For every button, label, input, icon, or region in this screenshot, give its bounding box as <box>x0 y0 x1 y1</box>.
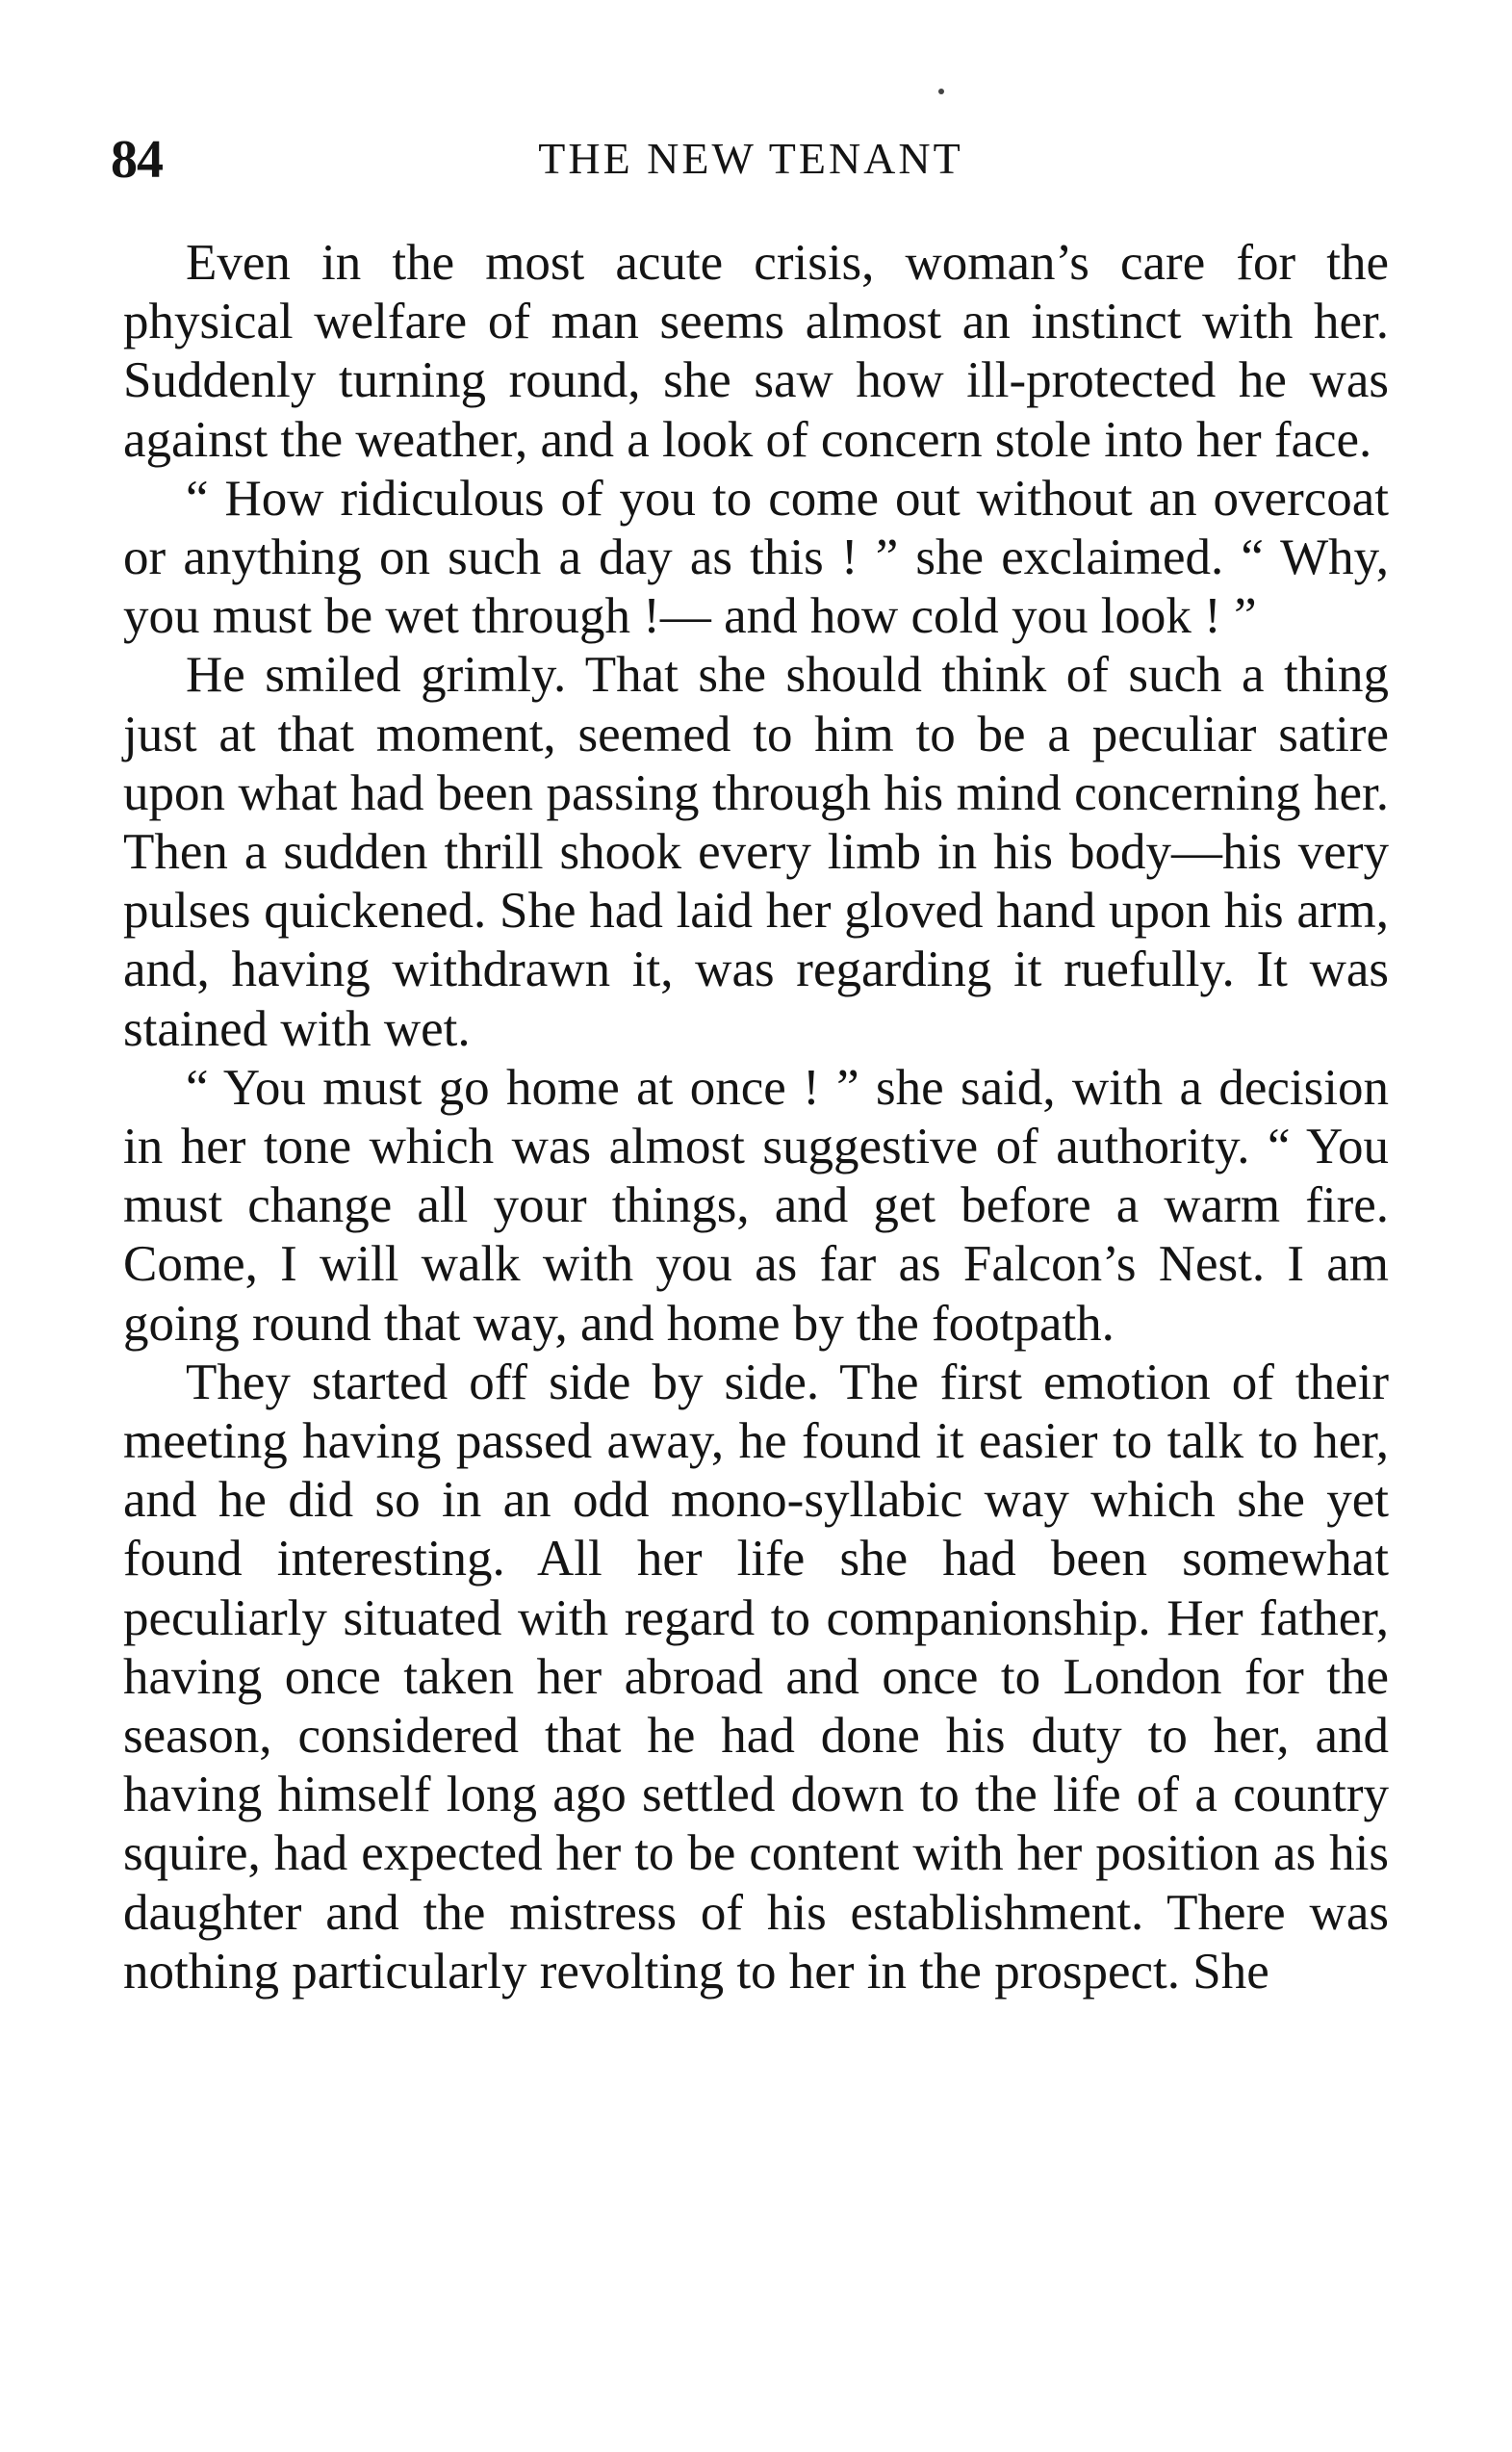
paragraph: Even in the most acute crisis, woman’s care for the physical welfare of man seems almost an instinct with her. Suddenly turning round, she saw how ill-protected he was against the weather, and a look of concern stole into her face. <box>123 235 1389 468</box>
paragraph: “ How ridiculous of you to come out without an overcoat or anything on such a day as this ! ” she exclaimed. “ Why, you must be wet through !— and how cold you look ! ” <box>123 470 1389 645</box>
ink-speck <box>938 89 944 94</box>
body-text <box>123 234 1389 2001</box>
paragraph: They started off side by side. The first emotion of their meeting having passed away, he found it easier to talk to her, and he did so in an odd mono-syllabic way which she yet found interesting. All her life she had been somewhat peculiarly situated with regard to companionship. Her father, having once taken her abroad and once to London for the season, considered that he had done his duty to her, and having himself long ago settled down to the life of a country squire, had expected her to be content with her position as his daughter and the mistress of his establishment. There was nothing particularly revolting to her in the prospect. She <box>123 1354 1389 2000</box>
running-title: THE NEW TENANT <box>538 134 963 183</box>
paragraph: “ You must go home at once ! ” she said, with a decision in her tone which was almost suggestive of authority. “ You must change all your things, and get before a warm fire. Come, I will walk with you as far as Falcon’s Nest. I am going round that way, and home by the footpath. <box>123 1059 1389 1352</box>
paragraph: He smiled grimly. That she should think of such a thing just at that moment, seemed to him to be a peculiar satire upon what had been passing through his mind concerning her. Then a sudden thrill shook every limb in his body—his very pulses quickened. She had laid her gloved hand upon his arm, and, having withdrawn it, was regarding it ruefully. It was stained with wet. <box>123 647 1389 1057</box>
page-header <box>111 123 1391 200</box>
page-number: 84 <box>111 130 163 190</box>
